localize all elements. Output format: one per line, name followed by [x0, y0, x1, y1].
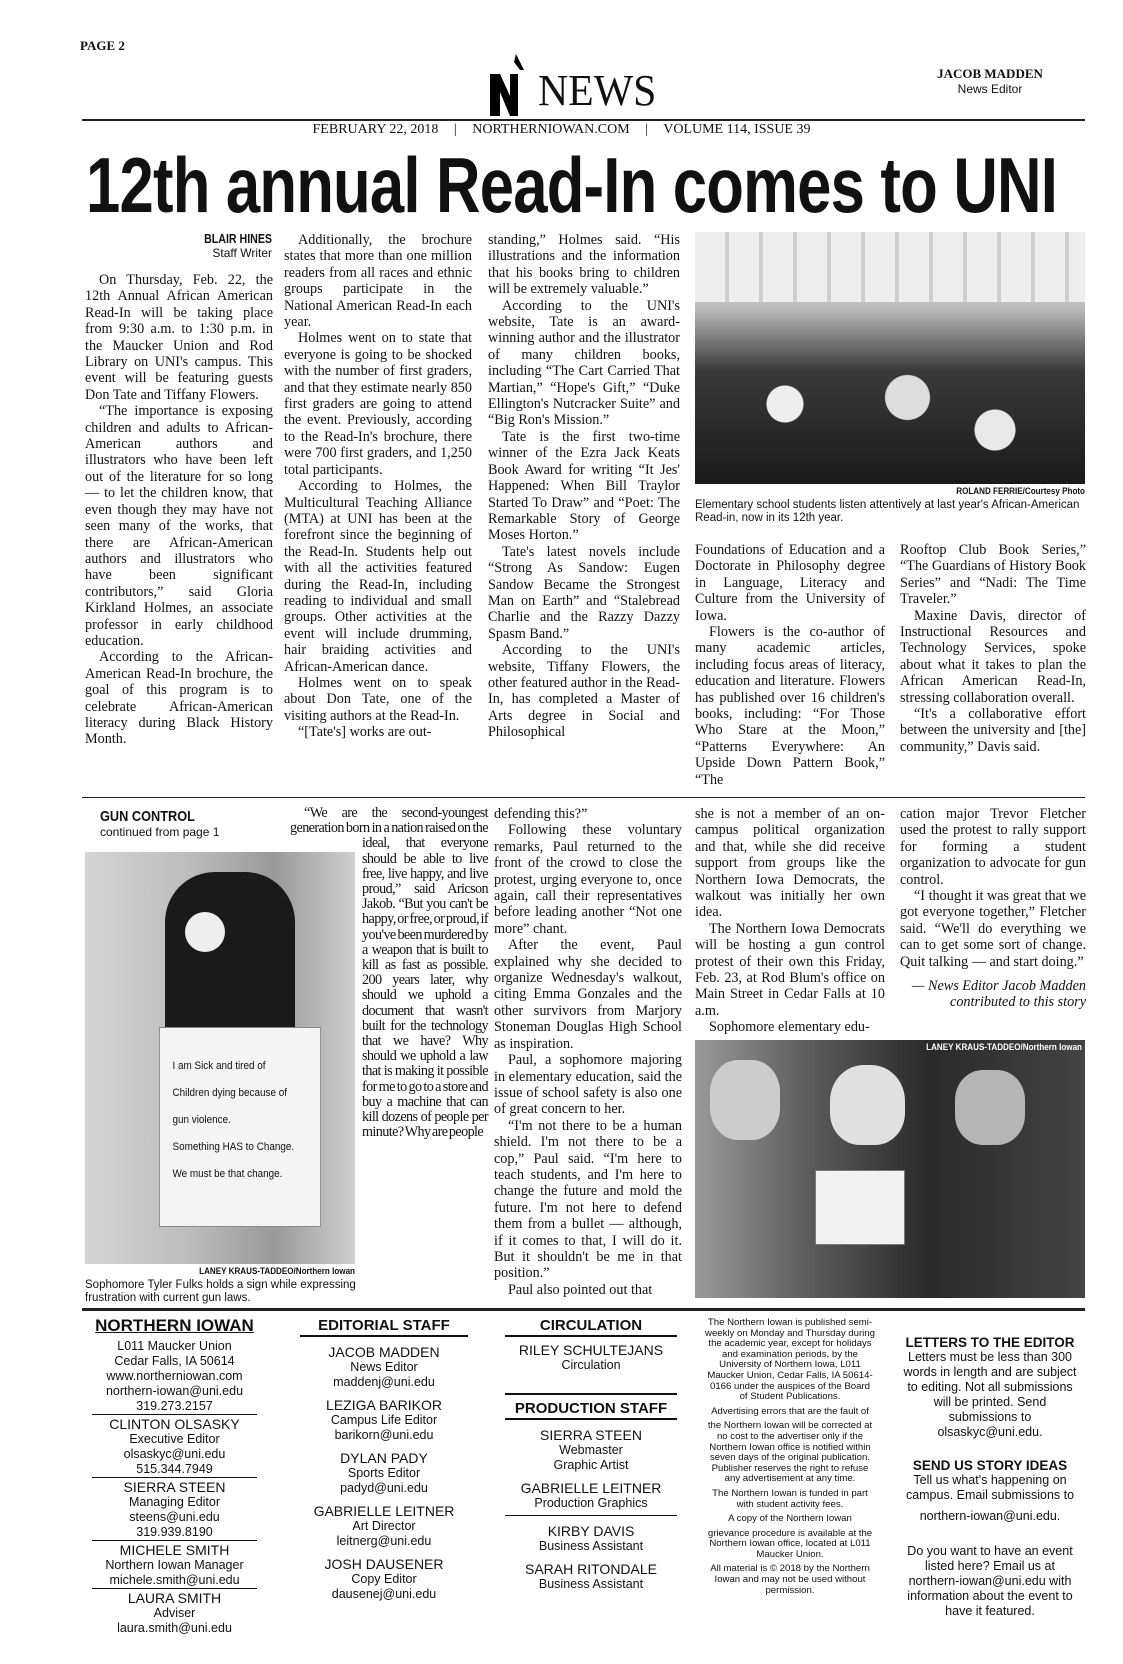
story-ideas-email: northern-iowan@uni.edu. [919, 1509, 1061, 1523]
masthead-box [92, 1316, 257, 1636]
editor-title: News Editor [957, 82, 1023, 96]
policy-text: A copy of the Northern Iowan [728, 1513, 852, 1525]
staff-role: Business Assistant [538, 1539, 644, 1553]
paragraph: Rooftop Club Book Series,” “The Guardians of History Book Series” and “Nadi: The Time Traveler.” [900, 542, 1086, 608]
paragraph: Foundations of Education and a Doctorate in Philosophy degree in Language, Literacy and Culture from the University of Iowa. [695, 542, 885, 624]
staff-name: CLINTON OLSASKY [109, 1416, 240, 1432]
byline: BLAIR HINES [204, 232, 272, 246]
policy-text: grievance procedure is available at the Northern Iowan office, located at L011 Maucker Union. [707, 1527, 873, 1560]
staff-role: Production Graphics [505, 1496, 677, 1516]
staff-name: LEZIGA BARIKOR [326, 1397, 442, 1413]
editorial-staff-box [300, 1318, 468, 1602]
article-column-2 [284, 232, 472, 741]
read-in-photo [695, 232, 1085, 484]
paragraph: According to the African-American Read-In brochure, the goal of this program is to celebrate African-American literacy during Black History Month. [85, 649, 273, 748]
policy-text: The Northern Iowan is published semi-weekly on Monday and Thursday during the academic year, except for holidays and examination periods, by the University of Northern Iowa, L011 Maucker Union, Cedar Falls, IA 50614-0166 under the auspices of the Board of Student Publications. [705, 1317, 875, 1403]
staff-role: Managing Editor [128, 1495, 221, 1509]
address: L011 Maucker Union [117, 1339, 232, 1353]
staff-role: Art Director [352, 1519, 416, 1533]
paragraph: defending this?” [494, 806, 588, 822]
staff-role: Executive Editor [129, 1432, 220, 1446]
paragraph: Holmes went on to speak about Don Tate, one of the visiting authors at the Read-In. [284, 674, 472, 724]
gun-column-5 [900, 806, 1086, 1011]
staff-name: GABRIELLE LEITNER [520, 1480, 662, 1496]
staff-email: barikorn@uni.edu [334, 1428, 434, 1442]
paragraph: cation major Trevor Fletcher used the protest to rally support for forming a student organization to advocate for gun control. [900, 806, 1086, 888]
paragraph: According to the UNI's website, Tate is an award-winning author and the illustrator of many children books, including “The Cart Carried That Martian,” “Hope's Gift,” “Duke Ellington's Nutcracker Suite” and “Big Ron's Mission.” [488, 297, 680, 429]
photo-caption: Elementary school students listen attentively at last year's African-American Read-in, now in its 12th year. [695, 499, 1080, 524]
paragraph: Additionally, the brochure states that more than one million readers from all races and ethnic groups participate in the National American Read-In each year. [284, 232, 472, 331]
staff-email: dausenej@uni.edu [331, 1587, 437, 1601]
staff-role: Sports Editor [347, 1466, 421, 1480]
byline-title: Staff Writer [212, 246, 272, 260]
circulation-title: CIRCULATION [505, 1318, 677, 1337]
editor-name: JACOB MADDEN [937, 66, 1043, 81]
staff-role: Copy Editor [351, 1572, 417, 1586]
letters-box [900, 1335, 1080, 1619]
address: Cedar Falls, IA 50614 [114, 1354, 235, 1368]
paragraph: “The importance is exposing children and adults to African-American authors and illustrators who have been left out of the literature for so long — to let the children know, that even though they may have not seen many of the works, that there are African-American authors and illustrators who have been significant contributors,” said Gloria Kirkland Holmes, an associate professor in early childhood education. [85, 403, 273, 649]
staff-name: GABRIELLE LEITNER [313, 1503, 455, 1519]
paragraph: she is not a member of an on-campus political organization and that, while she did receive support from groups like the Northern Iowa Democrats, the walkout was initially her own idea. [695, 806, 885, 921]
staff-name: JOSH DAUSENER [324, 1556, 444, 1572]
event-listing-text: Do you want to have an event listed here? Email us at northern-iowan@uni.edu with information about the event to have it featured. [907, 1544, 1073, 1618]
letters-text: Letters must be less than 300 words in length and are subject to editing. Not all submissions will be printed. Send submissions to olsaskyc@uni.edu. [903, 1350, 1077, 1439]
website: NORTHERNIOWAN.COM [472, 122, 630, 137]
gun-column-2 [290, 806, 488, 1320]
northern-iowan-n-logo-icon [488, 54, 528, 116]
sign-line: We must be that change. [172, 1168, 283, 1180]
volume-issue: VOLUME 114, ISSUE 39 [663, 122, 811, 137]
gun-column-3 [494, 806, 682, 1298]
staff-role: Northern Iowan Manager [105, 1558, 244, 1572]
photo-credit: LANEY KRAUS-TADDEO/Northern Iowan [926, 1042, 1082, 1053]
staff-email: padyd@uni.edu [340, 1481, 428, 1495]
staff-email: olsaskyc@uni.edu [123, 1447, 226, 1461]
paragraph: Tate is the first two-time winner of the Ezra Jack Keats Book Award for writing “It Jes' Happened: When Bill Traylor Started To Draw” and “Poet: The Remarkable Story of George Moses Horton.” [488, 428, 680, 544]
paragraph: Sophomore elementary edu- [709, 1019, 870, 1036]
paragraph: Paul, a sophomore majoring in elementary education, said the issue of school safety is also one of great concern to her. [494, 1052, 682, 1118]
staff-name: SARAH RITONDALE [525, 1561, 657, 1577]
paragraph: standing,” Holmes said. “His illustrations and the information that his books bring to children will be extremely valuable.” [488, 232, 680, 298]
email: northern-iowan@uni.edu [105, 1384, 244, 1398]
story-ideas-title: SEND US STORY IDEAS [912, 1458, 1068, 1473]
sign-line: Something HAS to Change. [172, 1141, 295, 1153]
article-column-3 [488, 232, 680, 741]
paragraph: On Thursday, Feb. 22, the 12th Annual African American Read-In will be taking place from 9:30 a.m. to 1:30 p.m. in the Maucker Union and Rod Library on UNI's campus. This event will be featuring guests Don Tate and Tiffany Flowers. [85, 272, 273, 403]
staff-name: SIERRA STEEN [123, 1479, 226, 1495]
staff-role: Campus Life Editor [330, 1413, 438, 1427]
page-number: PAGE 2 [80, 38, 125, 53]
staff-email: leitnerg@uni.edu [336, 1534, 432, 1548]
paragraph: Flowers is the co-author of many academic articles, including focus areas of literacy, education and literature. Flowers has published over 16 children's books, including: “For Those Who Stare at the Moon,” “Patterns Everywhere: An Upside Down Pattern Book,” “The [695, 624, 885, 788]
staff-name: LAURA SMITH [127, 1590, 222, 1606]
story-ideas-text: Tell us what's happening on campus. Email submissions to [905, 1473, 1075, 1502]
staff-name: SIERRA STEEN [540, 1427, 642, 1443]
paragraph: “I thought it was great that we got everyone together,” Fletcher said. “We'll do everything we can to get some sort of change. Quit talking — and start doing.” [900, 888, 1086, 970]
publication-policy [705, 1318, 875, 1596]
paragraph: “We are the second-youngest generation born in a nation raised on the ideal, that everyone should be able to live free, live happy, and live proud,” said Aricson Jakob. “But you can't be happy, or free, or proud, if you've been murdered by a weapon that is built to kill as fast as possible. 200 years later, why should we uphold a document that wasn't built for the technology that we have? Why should we uphold a law that is making it possible for me to go to a store and buy a machine that can kill dozens of people per minute? Why are people [290, 805, 488, 1141]
policy-text: The Northern Iowan is funded in part with student activity fees. [712, 1487, 868, 1510]
paragraph: “[Tate's] works are out- [298, 724, 432, 741]
staff-role: Webmaster [559, 1443, 623, 1457]
letters-title: LETTERS TO THE EDITOR [905, 1335, 1075, 1350]
section-title: NEWS [538, 66, 657, 115]
editorial-staff-title: EDITORIAL STAFF [300, 1318, 468, 1337]
header-rule [82, 119, 1085, 121]
continued-label: continued from page 1 [100, 825, 220, 839]
contributor-note: contributed to this story [950, 994, 1086, 1011]
contributor-note: — News Editor Jacob Madden [911, 978, 1086, 995]
phone: 319.273.2157 [92, 1399, 257, 1415]
staff-email: steens@uni.edu [129, 1510, 220, 1524]
staff-name: KIRBY DAVIS [547, 1523, 635, 1539]
article-column-4 [695, 542, 885, 788]
policy-text: All material is © 2018 by the Northern Iowan and may not be used without permission. [710, 1563, 870, 1596]
policy-text: the Northern Iowan will be corrected at no cost to the advertiser only if the Northern Iowan office is notified within seven days of the original publication. Publisher reserves the right to refuse any advertisement at any time. [707, 1420, 873, 1485]
paragraph: Maxine Davis, director of Instructional Resources and Technology Services, spoke about what it takes to plan the African American Read-In, stressing collaboration overall. [900, 607, 1086, 706]
website: www.northerniowan.com [106, 1369, 243, 1383]
staff-role: Adviser [153, 1606, 196, 1620]
section-divider [82, 797, 1085, 798]
sign-line: gun violence. [172, 1114, 231, 1126]
staff-phone: 515.344.7949 [92, 1462, 257, 1478]
paragraph: According to the UNI's website, Tiffany Flowers, the other featured author in the Read- In, has completed a Master of Arts degree in Social and Philosophical [488, 642, 680, 741]
paragraph: Paul also pointed out that [508, 1281, 653, 1298]
paragraph: Holmes went on to state that everyone is going to be shocked with the number of first graders, and that they estimate nearly 850 first graders are going to attend the event. Previously, according to the Read-In's brochure, there were 700 first graders, and 1,250 total participants. [284, 330, 472, 478]
footer-rule [82, 1308, 1085, 1311]
paragraph: Following these voluntary remarks, Paul returned to the front of the crowd to close the protest, urging everyone to, once again, call their representatives before leading another “Not one more” chant. [494, 822, 682, 937]
staff-email: maddenj@uni.edu [333, 1375, 435, 1389]
gun-column-4 [695, 806, 885, 1036]
staff-email: laura.smith@uni.edu [117, 1621, 232, 1635]
gun-control-title: GUN CONTROL [100, 808, 195, 825]
article-column-1 [85, 272, 273, 748]
staff-name: RILEY SCHULTEJANS [518, 1342, 664, 1358]
sign-line: I am Sick and tired of [172, 1060, 266, 1072]
policy-text: Advertising errors that are the fault of [711, 1405, 869, 1417]
photo-caption: Sophomore Tyler Fulks holds a sign while expressing frustration with current gun laws. [85, 1279, 356, 1304]
sign-line: Children dying because of [172, 1087, 287, 1099]
paragraph: After the event, Paul explained why she decided to organize Wednesday's walkout, citing Emma Gonzales and the other survivors from Marjory Stoneman Douglas High School as inspiration. [494, 937, 682, 1052]
protest-crowd-photo [695, 1040, 1085, 1298]
staff-role: Graphic Artist [553, 1458, 629, 1472]
masthead-title: NORTHERN IOWAN [95, 1316, 254, 1335]
paragraph: According to Holmes, the Multicultural Teaching Alliance (MTA) at UNI has been at the forefront since the beginning of the Read-In. Students help out with all the activities featured during the Read-In, including reading to individual and small groups. Other activities at the event will include drumming, hair braiding activities and African-American dance. [284, 478, 472, 675]
staff-role: News Editor [350, 1360, 418, 1374]
staff-role: Business Assistant [538, 1577, 644, 1591]
section-logo [488, 54, 698, 118]
staff-phone: 319.939.8190 [92, 1525, 257, 1541]
dateline: FEBRUARY 22, 2018 | NORTHERNIOWAN.COM | VOLUME 114, ISSUE 39 [312, 122, 811, 137]
paragraph: “I'm not there to be a human shield. I'm not there to be a cop,” Paul said. “I'm here to teach students, and I'm here to change the future and mold the future. I'm not here to defend them from a bullet — although, if it comes to that, I will do it. But it shouldn't be me in that position.” [494, 1117, 682, 1282]
staff-name: MICHELE SMITH [119, 1542, 230, 1558]
production-staff-title: PRODUCTION STAFF [505, 1393, 677, 1420]
paragraph: The Northern Iowa Democrats will be hosting a gun control protest of their own this Friday, Feb. 23, at Rod Blum's office on Main Street in Cedar Falls at 10 a.m. [695, 920, 885, 1019]
circulation-box [505, 1318, 677, 1592]
staff-email: michele.smith@uni.edu [92, 1573, 257, 1589]
article-column-5 [900, 542, 1086, 755]
staff-name: DYLAN PADY [340, 1450, 428, 1466]
staff-role: Circulation [561, 1358, 621, 1372]
headline: 12th annual Read-In comes to UNI [86, 141, 1058, 229]
issue-date: FEBRUARY 22, 2018 [312, 122, 439, 137]
photo-credit: ROLAND FERRIE/Courtesy Photo [956, 486, 1085, 497]
paragraph: “It's a collaborative effort between the university and [the] community,” Davis said. [900, 706, 1086, 755]
staff-name: JACOB MADDEN [328, 1344, 440, 1360]
paragraph: Tate's latest novels include “Strong As Sandow: Eugen Sandow Became the Strongest Man on Earth” and “Stalebread Charlie and the Razzy Dazzy Spasm Band.” [488, 543, 680, 642]
photo-credit: LANEY KRAUS-TADDEO/Northern Iowan [199, 1266, 355, 1277]
